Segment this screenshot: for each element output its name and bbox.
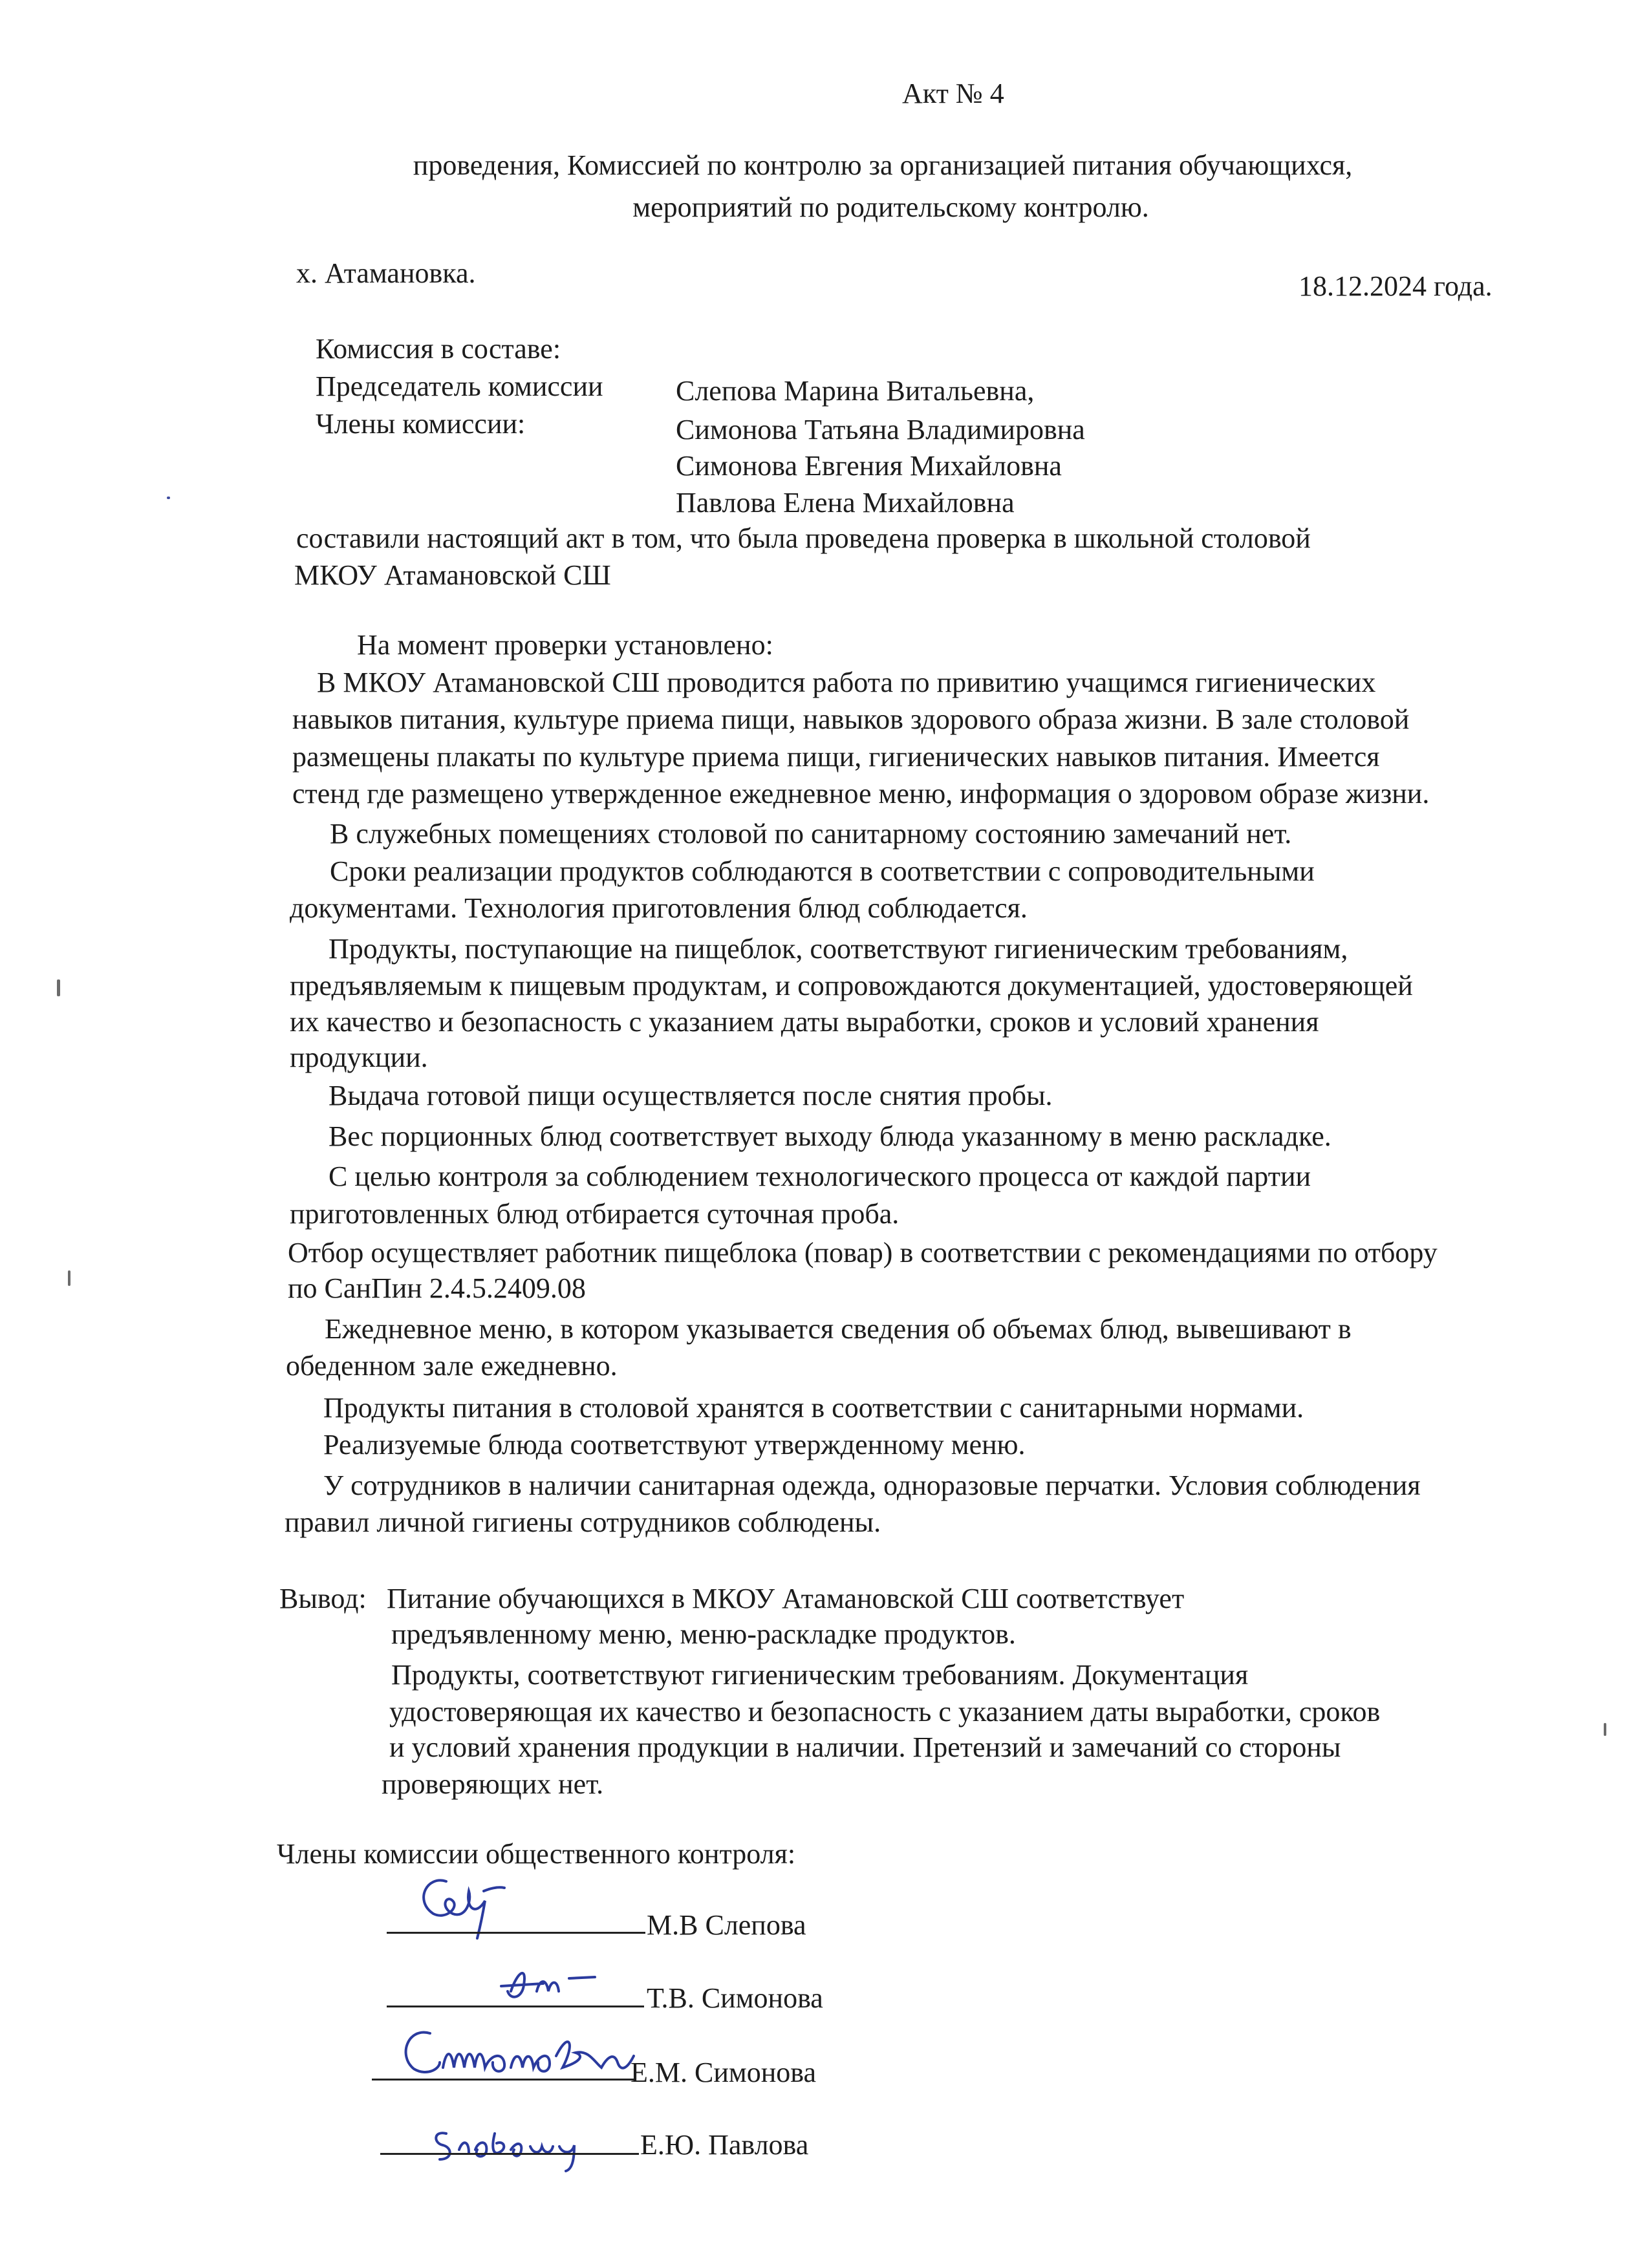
signature-line <box>387 1932 645 1934</box>
member-name: Симонова Татьяна Владимировна <box>676 414 1085 445</box>
findings-line: предъявляемым к пищевым продуктам, и сопровождаются документацией, удостоверяющей <box>290 970 1413 1001</box>
place-of-inspection: х. Атамановка. <box>296 257 476 289</box>
conclusion-line: проверяющих нет. <box>382 1768 604 1800</box>
findings-heading: На момент проверки установлено: <box>357 629 773 661</box>
findings-line: навыков питания, культуре приема пищи, навыков здорового образа жизни. В зале столовой <box>292 703 1410 735</box>
findings-line: документами. Технология приготовления блюд соблюдается. <box>290 892 1028 924</box>
intro-line: МКОУ Атамановской СШ <box>294 559 611 591</box>
findings-line: обеденном зале ежедневно. <box>286 1350 618 1382</box>
signatory-name: Е.М. Симонова <box>630 2057 817 2088</box>
intro-line: составили настоящий акт в том, что была проведена проверка в школьной столовой <box>296 522 1311 554</box>
findings-line: стенд где размещено утвержденное ежедневное меню, информация о здоровом образе жизни. <box>292 778 1430 809</box>
act-subtitle-line-2: мероприятий по родительскому контролю. <box>632 191 1149 223</box>
act-subtitle-line-1: проведения, Комиссией по контролю за организацией питания обучающихся, <box>413 149 1353 181</box>
signatures-heading: Члены комиссии общественного контроля: <box>277 1838 796 1870</box>
findings-line: В служебных помещениях столовой по санитарному состоянию замечаний нет. <box>330 818 1292 850</box>
conclusion-line: предъявленному меню, меню-раскладке продуктов. <box>391 1618 1016 1650</box>
signatory-name: Е.Ю. Павлова <box>640 2129 809 2161</box>
signature-line <box>380 2153 639 2155</box>
findings-line: В МКОУ Атамановской СШ проводится работа по привитию учащимся гигиенических <box>317 667 1376 698</box>
findings-line: размещены плакаты по культуре приема пищи, гигиенических навыков питания. Имеется <box>292 741 1380 773</box>
member-name: Симонова Евгения Михайловна <box>676 450 1062 482</box>
findings-line: С целью контроля за соблюдением технологического процесса от каждой партии <box>329 1161 1311 1192</box>
findings-line: Продукты, поступающие на пищеблок, соответствуют гигиеническим требованиям, <box>329 933 1348 965</box>
handwritten-signature <box>491 1952 601 2011</box>
conclusion-line: и условий хранения продукции в наличии. Претензий и замечаний со стороны <box>389 1731 1341 1763</box>
conclusion-line: Продукты, соответствуют гигиеническим требованиям. Документация <box>391 1659 1249 1691</box>
findings-line: У сотрудников в наличии санитарная одежда, одноразовые перчатки. Условия соблюдения <box>323 1470 1421 1501</box>
conclusion-line: удостоверяющая их качество и безопасность с указанием даты выработки, сроков <box>389 1696 1381 1728</box>
findings-line: Ежедневное меню, в котором указывается сведения об объемах блюд, вывешивают в <box>325 1313 1352 1345</box>
conclusion-line: Питание обучающихся в МКОУ Атамановской СШ соответствует <box>387 1583 1185 1614</box>
findings-line: Сроки реализации продуктов соблюдаются в соответствии с сопроводительными <box>330 855 1315 887</box>
inspection-date: 18.12.2024 года. <box>1299 270 1493 302</box>
handwritten-signature <box>394 2017 647 2088</box>
findings-line: Вес порционных блюд соответствует выходу блюда указанному в меню раскладке. <box>329 1120 1331 1152</box>
chair-name: Слепова Марина Витальевна, <box>676 375 1035 407</box>
findings-line: Отбор осуществляет работник пищеблока (повар) в соответствии с рекомендациями по отбору <box>288 1237 1438 1268</box>
signatory-name: Т.В. Симонова <box>647 1982 823 2014</box>
scan-speck <box>57 979 60 996</box>
conclusion-label: Вывод: <box>279 1583 367 1614</box>
members-label: Члены комиссии: <box>316 408 526 440</box>
findings-line: их качество и безопасность с указанием даты выработки, сроков и условий хранения <box>290 1006 1319 1038</box>
commission-composition-label: Комиссия в составе: <box>316 333 561 365</box>
handwritten-signature <box>401 1862 517 1940</box>
findings-line: Выдача готовой пищи осуществляется после снятия пробы. <box>329 1080 1053 1111</box>
signatory-name: М.В Слепова <box>647 1909 806 1941</box>
findings-line: продукции. <box>290 1042 428 1073</box>
member-name: Павлова Елена Михайловна <box>676 487 1015 519</box>
findings-line: правил личной гигиены сотрудников соблюдены. <box>285 1506 881 1538</box>
findings-line: Реализуемые блюда соответствуют утвержденному меню. <box>323 1429 1026 1460</box>
act-title: Акт № 4 <box>902 78 1004 109</box>
scan-speck <box>1604 1723 1606 1736</box>
scan-speck <box>68 1270 70 1286</box>
findings-line: по СанПин 2.4.5.2409.08 <box>288 1272 586 1304</box>
findings-line: Продукты питания в столовой хранятся в соответствии с санитарными нормами. <box>323 1392 1304 1424</box>
scan-speck <box>167 497 170 499</box>
chair-label: Председатель комиссии <box>316 370 603 402</box>
signature-line <box>387 2006 644 2007</box>
signature-line <box>372 2079 634 2081</box>
handwritten-signature <box>427 2114 608 2172</box>
findings-line: приготовленных блюд отбирается суточная проба. <box>290 1198 900 1230</box>
